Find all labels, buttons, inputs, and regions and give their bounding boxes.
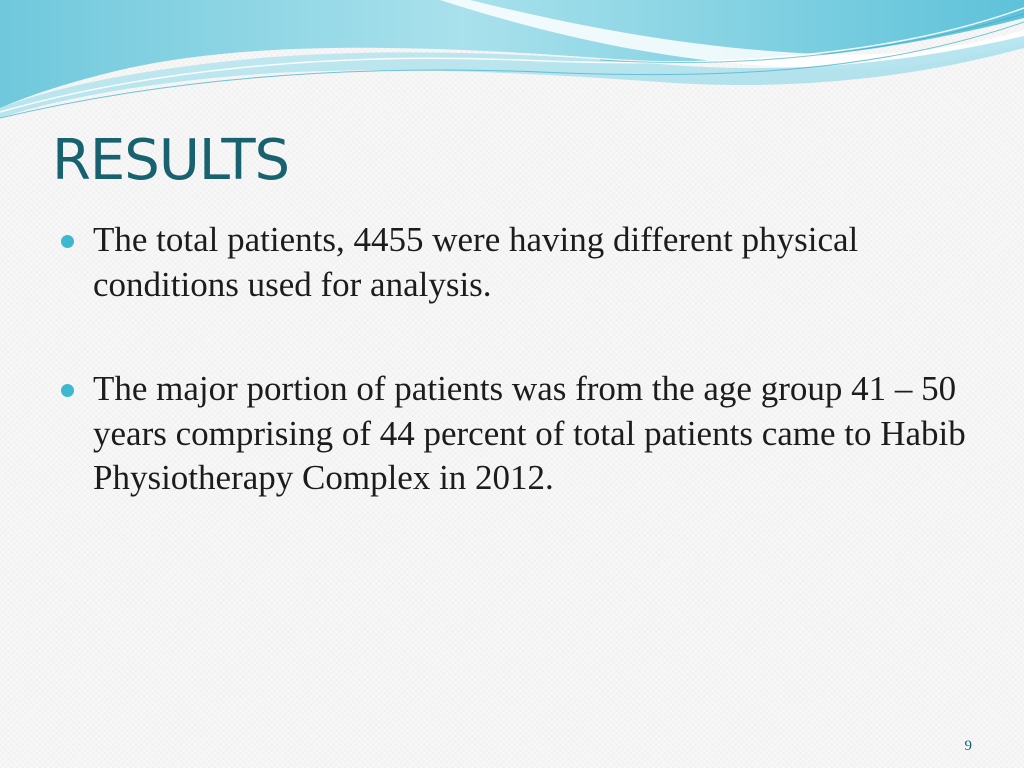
bullet-item-age-group	[60, 367, 990, 501]
bullet-list	[60, 218, 990, 501]
bullet-item-total-patients	[60, 218, 990, 307]
bullet-text: The major portion of patients was from the age group 41 – 50 years comprising of 44 percent of total patients came to Habib Physiotherapy Complex in 2012.	[93, 369, 966, 497]
bullet-marker-icon	[61, 235, 74, 248]
page-number: 9	[964, 738, 972, 754]
bullet-text: The total patients, 4455 were having different physical conditions used for analysis.	[93, 220, 859, 304]
header-wave-decoration	[0, 0, 1024, 125]
slide-title: RESULTS	[52, 128, 290, 193]
bullet-marker-icon	[61, 384, 74, 397]
